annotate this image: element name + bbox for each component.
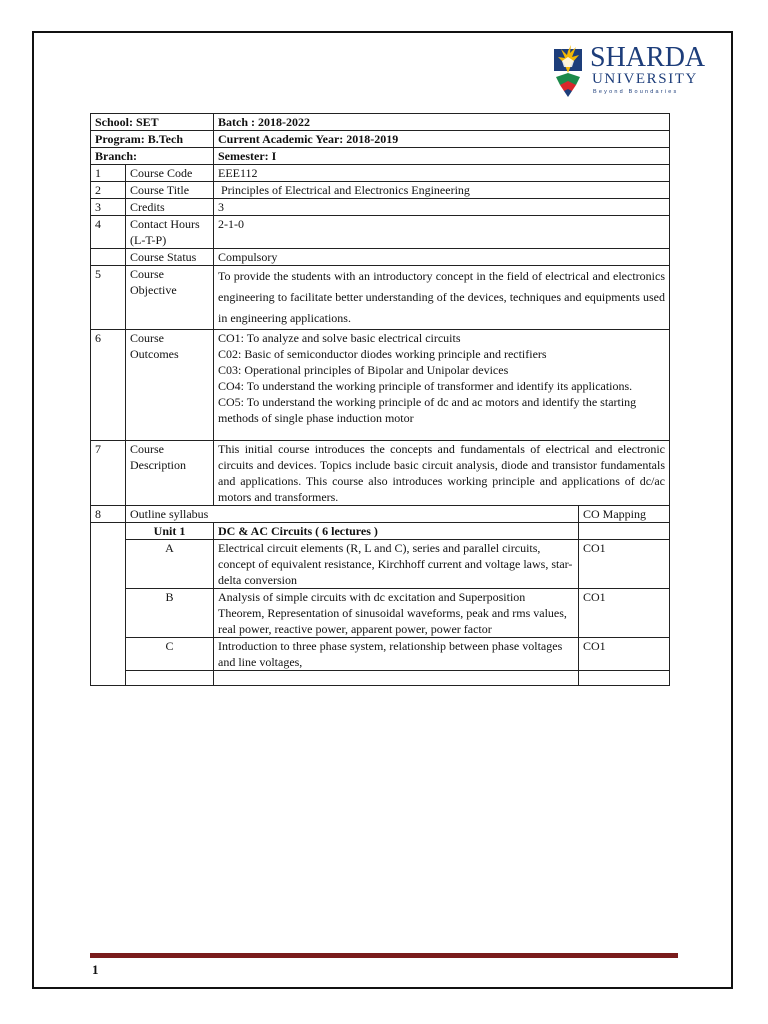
topic-row [91,638,670,671]
topic-text: Electrical circuit elements (R, L and C), series and parallel circuits, concept of equivalent resistance, Kirchhoff current and voltage laws, star-delta conversion [214,540,579,589]
syllabus-table [90,113,670,686]
header-row-program [91,131,670,148]
row-number: 7 [91,441,126,506]
topic-row [91,540,670,589]
sharda-university-logo [554,42,706,99]
row-label: Course Code [126,165,214,182]
empty-cell [214,671,579,686]
school-cell: School: SET [91,114,214,131]
course-description-text: This initial course introduces the concepts and fundamentals of electrical and electronic circuits and devices. Topics include basic circuit analysis, diode and transistor fundamentals and applications. This course also introduces working principle and applications of dc/ac motors and transformers. [214,441,670,506]
unit-title: DC & AC Circuits ( 6 lectures ) [214,523,579,540]
outline-label: Outline syllabus [126,506,579,523]
row-number [91,249,126,266]
topic-co: CO1 [579,540,670,589]
row-value: 2-1-0 [214,216,670,249]
course-objective-text: To provide the students with an introductory concept in the field of electrical and electronics engineering to facilitate better understanding of the devices, techniques and equipments used in engineering applications. [214,266,670,330]
topic-co: CO1 [579,638,670,671]
empty-row [91,671,670,686]
unit-co-empty [579,523,670,540]
unit-label: Unit 1 [126,523,214,540]
header-row-school [91,114,670,131]
footer-rule [90,953,678,958]
topic-co: CO1 [579,589,670,638]
outcome-item: C03: Operational principles of Bipolar and Unipolar devices [218,363,509,377]
row-label: Course Description [126,441,214,506]
row-label: Contact Hours (L-T-P) [126,216,214,249]
row-value: Compulsory [214,249,670,266]
outline-spacer [91,523,126,686]
table-row [91,216,670,249]
outcome-item: CO1: To analyze and solve basic electrical circuits [218,331,461,345]
row-value: 3 [214,199,670,216]
table-row-outcomes [91,330,670,441]
row-number: 1 [91,165,126,182]
row-number: 8 [91,506,126,523]
topic-text: Analysis of simple circuits with dc excitation and Superposition Theorem, Representation of sinusoidal waveforms, peak and rms values, real power, reactive power, apparent power, power factor [214,589,579,638]
outcome-item: C02: Basic of semiconductor diodes working principle and rectifiers [218,347,547,361]
logo-tagline: Beyond Boundaries [593,89,679,95]
row-value: EEE112 [214,165,670,182]
empty-cell [126,671,214,686]
topic-text: Introduction to three phase system, relationship between phase voltages and line voltages, [214,638,579,671]
outcome-item: CO5: To understand the working principle of dc and ac motors and identify the starting methods of single phase induction motor [218,395,637,425]
row-label: Course Title [126,182,214,199]
academic-year-cell: Current Academic Year: 2018-2019 [214,131,670,148]
batch-cell: Batch : 2018-2022 [214,114,670,131]
page-number: 1 [92,962,99,977]
row-label: Course Status [126,249,214,266]
topic-row [91,589,670,638]
row-label: Course Objective [126,266,214,330]
unit-row [91,523,670,540]
torch-flame-icon [554,43,588,99]
co-mapping-header: CO Mapping [579,506,670,523]
row-value: Principles of Electrical and Electronics Engineering [214,182,670,199]
table-row [91,182,670,199]
topic-id: A [126,540,214,589]
table-row [91,165,670,182]
table-row [91,199,670,216]
row-number: 6 [91,330,126,441]
table-row [91,266,670,330]
table-row [91,249,670,266]
empty-cell [579,671,670,686]
outline-header-row [91,506,670,523]
topic-id: B [126,589,214,638]
outcome-item: CO4: To understand the working principle of transformer and identify its applications. [218,379,633,393]
semester-cell: Semester: I [214,148,670,165]
branch-cell: Branch: [91,148,214,165]
row-label: Credits [126,199,214,216]
logo-subtitle: UNIVERSITY [592,71,698,87]
row-number: 4 [91,216,126,249]
row-label: Course Outcomes [126,330,214,441]
logo-name: SHARDA [590,42,706,73]
header-row-branch [91,148,670,165]
row-number: 3 [91,199,126,216]
table-row-description [91,441,670,506]
program-cell: Program: B.Tech [91,131,214,148]
topic-id: C [126,638,214,671]
row-number: 5 [91,266,126,330]
row-number: 2 [91,182,126,199]
outcomes-list [214,330,670,441]
